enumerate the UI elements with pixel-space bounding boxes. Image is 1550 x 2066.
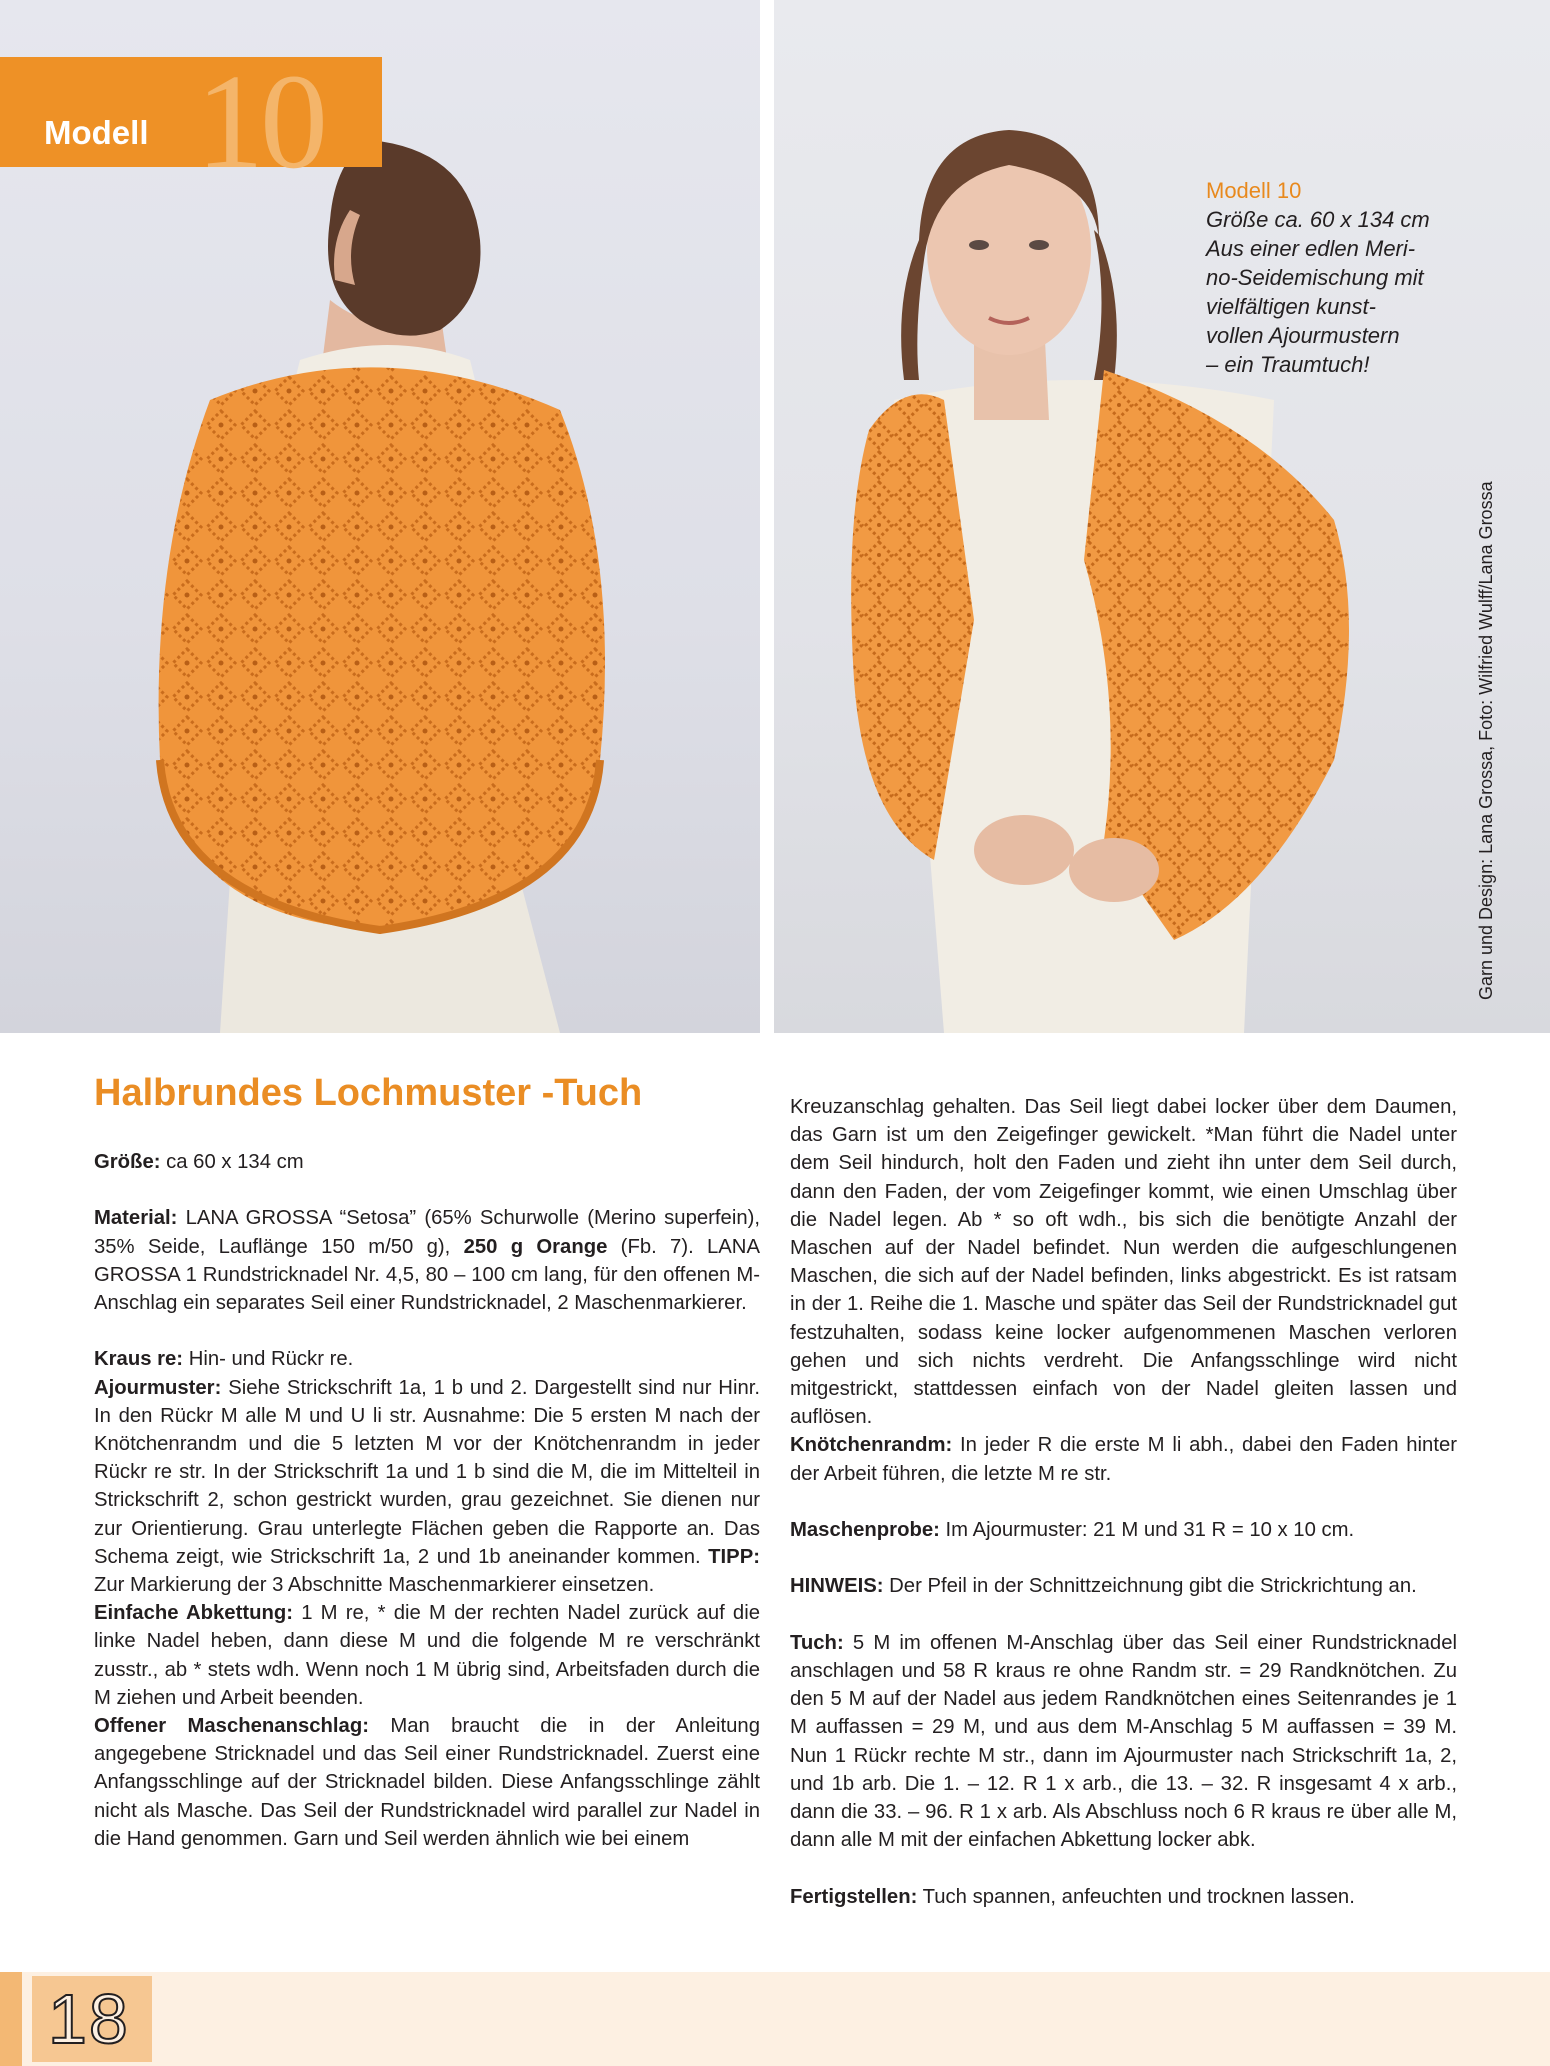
fertig-text: Tuch spannen, anfeuchten und trocknen lassen. <box>917 1885 1355 1908</box>
material-paragraph <box>94 1204 760 1317</box>
abkettung-text: 1 M re, * die M der rechten Nadel zurück auf die linke Nadel heben, dann diese M und die folgende M re verschränkt zusstr., ab * stets wdh. Wenn noch 1 M übrig sind, Arbeitsfaden durch die M ziehen und Arbeit beenden. <box>94 1602 760 1709</box>
photo-front-view-illustration <box>774 0 1550 1033</box>
knoetchen-paragraph <box>790 1431 1457 1487</box>
kraus-label: Kraus re: <box>94 1348 184 1371</box>
maschenprobe-text: Im Ajourmuster: 21 M und 31 R = 10 x 10 cm. <box>939 1519 1355 1542</box>
anschlag-continued: Kreuzanschlag gehalten. Das Seil liegt dabei locker über dem Daumen, das Garn ist um den Zeigefinger gewickelt. *Man führt die Nadel unter dem Seil hindurch, holt den Faden und zieht ihn unter dem Seil durch, dann den Faden, der vom Zeigefinger kommt, wie einen Umschlag über die Nadel legen. Ab * so oft wdh., bis sich die benötigte Anzahl der Maschen auf der Nadel befindet. Nun werden die aufgeschlungenen Maschen, die sich auf der Nadel befinden, links abgestrickt. Es ist ratsam in der 1. Reihe die 1. Masche und später das Seil der Rundstricknadel gut festzuhalten, sodass keine locker aufgenommenen Maschen verloren gehen und sich nichts verdreht. Die Anfangsschlinge wird nicht mitgestrickt, stattdessen einfach von der Nadel gleiten lassen und auflösen. <box>790 1096 1457 1429</box>
maschenprobe-paragraph <box>790 1516 1457 1544</box>
hinweis-label: HINWEIS: <box>790 1575 884 1598</box>
modell-number: 10 <box>196 47 324 197</box>
size-text: ca 60 x 134 cm <box>160 1151 304 1173</box>
abkettung-label: Einfache Abkettung: <box>94 1602 293 1625</box>
page-number: 18 <box>48 1980 130 2058</box>
fertig-paragraph <box>790 1883 1457 1911</box>
article-column-right <box>790 1093 1457 1911</box>
footer-band <box>0 1972 1550 2066</box>
anschlag-text-part-1: Man braucht die in der Anleitung angegebene Stricknadel und das Seil einer Rundstricknadel. Zuerst eine Anfangsschlinge auf der Stricknadel bilden. Diese Anfangsschlinge zählt nicht als Masche. Das Seil der Rundstricknadel wird parallel zur Nadel in die Hand genommen. Garn und Seil werden ähnlich wie bei einem <box>94 1715 760 1850</box>
photo-caption <box>1206 176 1486 379</box>
ajour-text: Siehe Strickschrift 1a, 1 b und 2. Dargestellt sind nur Hinr. In den Rückr M alle M und U li str. Ausnahme: Die 5 ersten M nach der Knötchenrandm und die 5 letzten M vor der Knötchenrandm in jeder Rückr re str. In der Strickschrift 1a und 1 b sind die M, die im Mittelteil in Strickschrift 2, schon gestrickt wurden, grau gezeichnet. Sie dienen nur zur Orientierung. Grau unterlegte Flächen geben die Rapporte an. Das Schema zeigt, wie Strickschrift 1a, 2 und 1b aneinander kommen. <box>94 1376 760 1568</box>
tipp-label: TIPP: <box>708 1545 760 1568</box>
knoetchen-label: Knötchenrandm: <box>790 1434 953 1457</box>
tuch-text: 5 M im offenen M-Anschlag über das Seil einer Rundstricknadel anschlagen und 58 R kraus re ohne Randm str. = 29 Randknötchen. Zu den 5 M auf der Nadel aus jedem Randknötchen eines Seitenrandes je 1 M auffassen = 29 M, und aus dem M-Anschlag 5 M auffassen = 39 M. Nun 1 Rückr rechte M str., dann im Ajourmuster nach Strickschrift 1a, 2, und 1b arb. Die 1. – 12. R 1 x arb., die 13. – 32. R insgesamt 4 x arb., dann die 33. – 96. R 1 x arb. Als Abschluss noch 6 R kraus re über alle M, dann alle M mit der einfachen Abkettung locker abk. <box>790 1631 1457 1852</box>
maschenprobe-label: Maschenprobe: <box>790 1519 940 1542</box>
caption-line: – ein Traumtuch! <box>1206 352 1370 377</box>
caption-line: no-Seidemischung mit <box>1206 265 1424 290</box>
caption-line: Größe ca. 60 x 134 cm <box>1206 207 1430 232</box>
size-paragraph <box>94 1148 760 1176</box>
modell-label: Modell <box>44 114 149 151</box>
fertig-label: Fertigstellen: <box>790 1885 918 1908</box>
material-text: LANA GROSSA “Setosa” (65% Schurwolle (Merino superfein), 35% Seide, Lauflänge 150 m/50 g), <box>94 1207 760 1258</box>
hinweis-text: Der Pfeil in der Schnittzeichnung gibt die Strickrichtung an. <box>883 1575 1417 1598</box>
kraus-paragraph <box>94 1345 760 1373</box>
caption-line: vielfältigen kunst- <box>1206 294 1376 319</box>
knoetchen-text: In jeder R die erste M li abh., dabei den Faden hinter der Arbeit führen, die letzte M re str. <box>790 1434 1457 1485</box>
photo-credit: Garn und Design: Lana Grossa, Foto: Wilfried Wulff/Lana Grossa <box>1476 481 1496 1000</box>
ajour-label: Ajourmuster: <box>94 1376 222 1399</box>
size-label: Größe: <box>94 1151 161 1173</box>
tuch-label: Tuch: <box>790 1631 844 1654</box>
tuch-paragraph <box>790 1629 1457 1855</box>
tipp-text: Zur Markierung der 3 Abschnitte Maschenmarkierer einsetzen. <box>94 1574 655 1597</box>
material-yarn-amount: 250 g Orange <box>463 1235 608 1258</box>
material-text-2: (Fb. 7). LANA GROSSA 1 Rundstricknadel Nr. 4,5, 80 – 100 cm lang, für den offenen M-Anschlag ein separates Seil einer Rundstricknadel, 2 Maschenmarkierer. <box>94 1235 760 1314</box>
material-label: Material: <box>94 1207 178 1230</box>
ajour-paragraph <box>94 1374 760 1600</box>
kraus-text: Hin- und Rückr re. <box>183 1348 354 1371</box>
abkettung-paragraph <box>94 1599 760 1712</box>
article-title: Halbrundes Lochmuster -Tuch <box>94 1072 643 1114</box>
article-column-left <box>94 1148 760 1853</box>
caption-title: Modell 10 <box>1206 178 1302 203</box>
anschlag-label: Offener Maschenanschlag: <box>94 1715 369 1738</box>
photo-front-view <box>774 0 1550 1033</box>
hinweis-paragraph <box>790 1572 1457 1600</box>
caption-line: vollen Ajourmustern <box>1206 323 1400 348</box>
anschlag-paragraph <box>94 1712 760 1853</box>
caption-line: Aus einer edlen Meri- <box>1206 236 1416 261</box>
